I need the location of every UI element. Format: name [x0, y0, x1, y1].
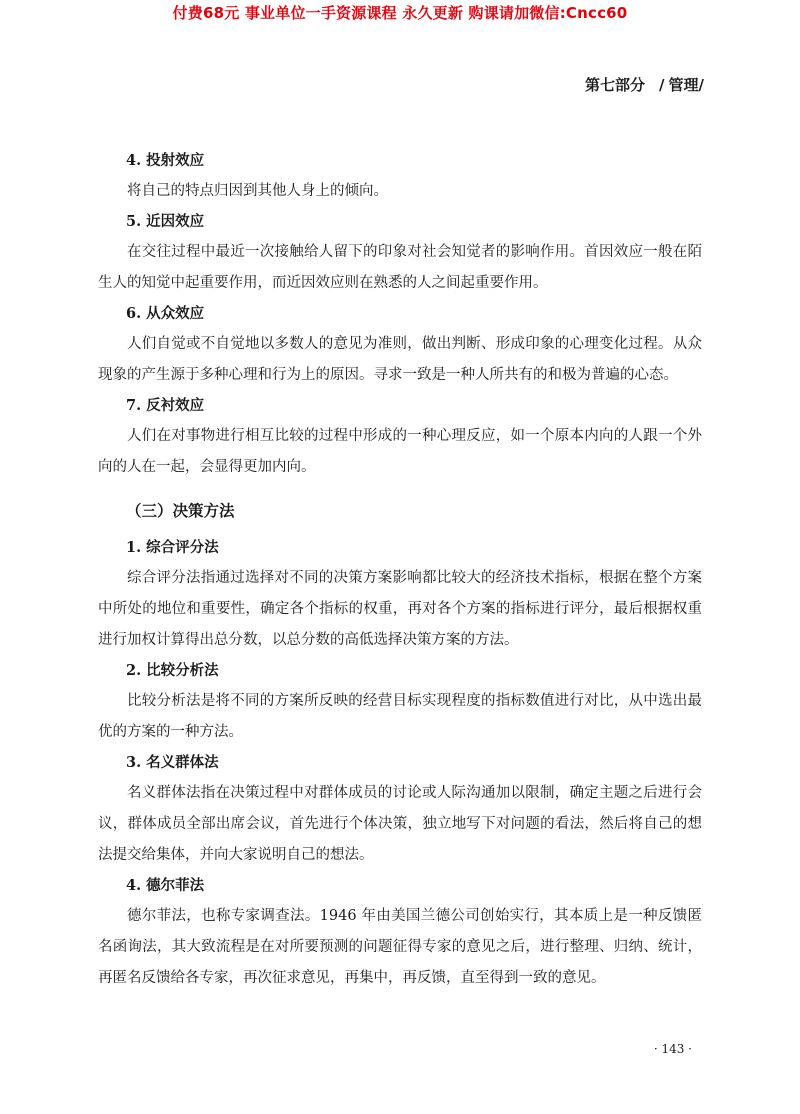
running-head-topic: 管理 [668, 76, 699, 94]
page-number: · 143 · [653, 1042, 692, 1056]
page-body [98, 146, 702, 994]
item-text-nominal-group: 名义群体法指在决策过程中对群体成员的讨论或人际沟通加以限制，确定主题之后进行会议，群体成员全部出席会议，首先进行个体决策，独立地写下对问题的看法，然后将自己的想法提交给集体，并向大家说明自己的想法。 [98, 785, 702, 863]
item-title-comparison: 2. 比较分析法 [126, 662, 219, 679]
running-head-sep: / [659, 76, 665, 94]
item-text-recency: 在交往过程中最近一次接触给人留下的印象对社会知觉者的影响作用。首因效应一般在陌生人的知觉中起重要作用，而近因效应则在熟悉的人之间起重要作用。 [98, 244, 702, 291]
item-title-conformity: 6. 从众效应 [126, 305, 205, 322]
item-text-scoring: 综合评分法指通过选择对不同的决策方案影响都比较大的经济技术指标，根据在整个方案中所处的地位和重要性，确定各个指标的权重，再对各个方案的指标进行评分，最后根据权重进行加权计算得出总分数，以总分数的高低选择决策方案的方法。 [98, 570, 702, 648]
item-text-contrast: 人们在对事物进行相互比较的过程中形成的一种心理反应，如一个原本内向的人跟一个外向的人在一起，会显得更加内向。 [98, 428, 702, 475]
watermark-text: 付费68元 事业单位一手资源课程 永久更新 购课请加微信:Cncc60 [172, 4, 628, 22]
item-text-projection: 将自己的特点归因到其他人身上的倾向。 [127, 183, 388, 199]
item-title-recency: 5. 近因效应 [126, 213, 205, 230]
item-title-nominal-group: 3. 名义群体法 [126, 754, 219, 771]
item-text-delphi: 德尔菲法，也称专家调查法。1946 年由美国兰德公司创始实行，其本质上是一种反馈匿名函询法，其大致流程是在对所要预测的问题征得专家的意见之后，进行整理、归纳、统计，再匿名反馈给各专家，再次征求意见，再集中，再反馈，直至得到一致的意见。 [98, 908, 702, 986]
item-title-projection: 4. 投射效应 [126, 152, 205, 169]
running-head-part: 第七部分 [585, 76, 646, 94]
item-text-comparison: 比较分析法是将不同的方案所反映的经营目标实现程度的指标数值进行对比，从中选出最优的方案的一种方法。 [98, 693, 702, 740]
item-text-conformity: 人们自觉或不自觉地以多数人的意见为准则，做出判断、形成印象的心理变化过程。从众现象的产生源于多种心理和行为上的原因。寻求一致是一种人所共有的和极为普遍的心态。 [98, 336, 702, 383]
running-head-end: / [698, 76, 704, 94]
section-title-decision-methods: （三）决策方法 [126, 501, 235, 520]
running-head [585, 74, 704, 95]
item-title-scoring: 1. 综合评分法 [126, 539, 219, 556]
item-title-delphi: 4. 德尔菲法 [126, 877, 205, 894]
item-title-contrast: 7. 反衬效应 [126, 397, 205, 414]
